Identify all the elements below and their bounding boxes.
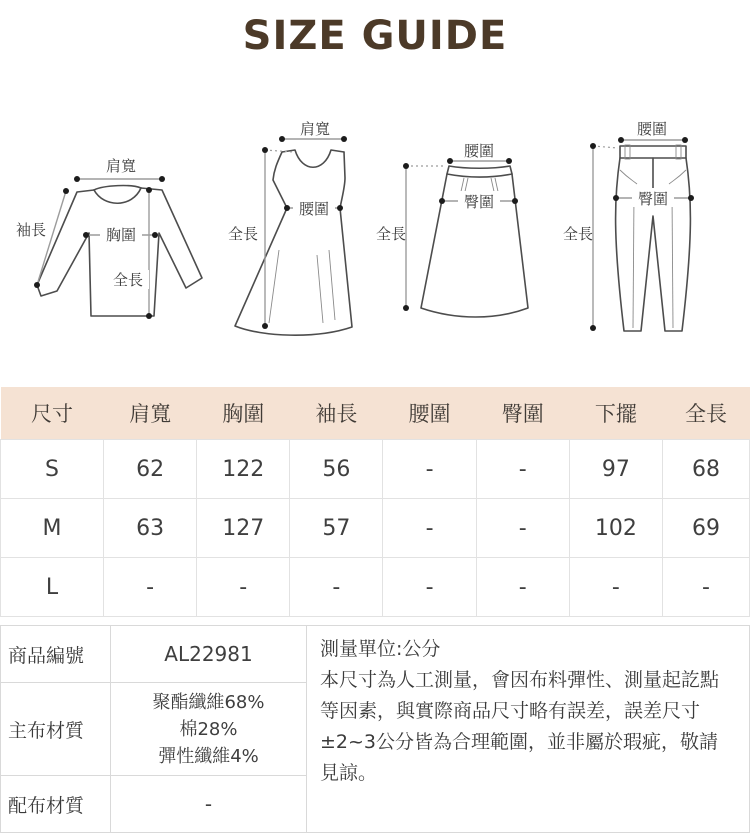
size-cell: - xyxy=(383,440,476,499)
shoulder-width-label: 肩寬 xyxy=(300,120,331,138)
total-length-label: 全長 xyxy=(562,225,593,243)
waist-label: 腰圍 xyxy=(463,142,494,160)
size-cell: M xyxy=(1,499,104,558)
size-cell: - xyxy=(663,558,750,617)
measurement-notes xyxy=(307,626,750,833)
shoulder-width-label: 肩寬 xyxy=(105,157,137,175)
size-cell: - xyxy=(569,558,662,617)
product-code-value: AL22981 xyxy=(111,626,307,683)
dress-diagram-icon xyxy=(217,118,372,350)
size-cell: - xyxy=(197,558,290,617)
size-cell: - xyxy=(476,499,569,558)
column-header-waist: 腰圍 xyxy=(383,387,476,440)
size-cell: - xyxy=(104,558,197,617)
sleeve-length-label: 袖長 xyxy=(15,221,47,239)
size-cell: - xyxy=(476,440,569,499)
column-header-sleeve: 袖長 xyxy=(290,387,383,440)
size-cell: 102 xyxy=(569,499,662,558)
product-code-row xyxy=(1,626,750,683)
lining-fabric-value: - xyxy=(111,776,307,833)
total-length-label: 全長 xyxy=(228,225,259,243)
measurement-disclaimer-text: 本尺寸為人工測量，會因布料彈性、測量起訖點等因素，與實際商品尺寸略有誤差，誤差尺寸±2~3公分皆為合理範圍，並非屬於瑕疵，敬請見諒。 xyxy=(320,668,720,784)
size-cell: 97 xyxy=(569,440,662,499)
hip-label: 臀圍 xyxy=(637,190,668,208)
fabric-line: 棉28% xyxy=(179,718,238,740)
column-header-size: 尺寸 xyxy=(1,387,104,440)
hip-label: 臀圍 xyxy=(463,193,494,211)
fabric-line: 聚酯纖維68% xyxy=(152,691,265,713)
size-table xyxy=(0,387,750,617)
column-header-hip: 臀圍 xyxy=(476,387,569,440)
size-cell: L xyxy=(1,558,104,617)
total-length-label: 全長 xyxy=(112,271,144,289)
table-row-size-l xyxy=(1,558,750,617)
size-cell: 122 xyxy=(197,440,290,499)
waist-label: 腰圍 xyxy=(299,200,330,218)
size-cell: - xyxy=(476,558,569,617)
main-fabric-label: 主布材質 xyxy=(1,683,111,776)
size-cell: - xyxy=(290,558,383,617)
measurement-unit-text: 測量單位:公分 xyxy=(320,638,441,660)
size-cell: 63 xyxy=(104,499,197,558)
size-cell: 69 xyxy=(663,499,750,558)
column-header-hem: 下擺 xyxy=(569,387,662,440)
total-length-label: 全長 xyxy=(375,225,406,243)
size-cell: 57 xyxy=(290,499,383,558)
top-diagram-icon xyxy=(14,118,214,350)
lining-fabric-label: 配布材質 xyxy=(1,776,111,833)
fabric-line: 彈性纖維4% xyxy=(158,745,259,767)
skirt-diagram-icon xyxy=(376,118,551,350)
main-fabric-value xyxy=(111,683,307,776)
size-table-header-row xyxy=(1,387,750,440)
size-cell: 62 xyxy=(104,440,197,499)
column-header-chest: 胸圍 xyxy=(197,387,290,440)
page-title: SIZE GUIDE xyxy=(242,13,508,59)
size-cell: - xyxy=(383,558,476,617)
column-header-shoulder: 肩寬 xyxy=(104,387,197,440)
table-row-size-m xyxy=(1,499,750,558)
product-code-label: 商品編號 xyxy=(1,626,111,683)
size-cell: 56 xyxy=(290,440,383,499)
size-cell: S xyxy=(1,440,104,499)
size-cell: - xyxy=(383,499,476,558)
chest-label: 胸圍 xyxy=(105,226,137,244)
pants-diagram-icon xyxy=(554,118,736,350)
waist-label: 腰圍 xyxy=(636,120,667,138)
size-cell: 68 xyxy=(663,440,750,499)
table-row-size-s xyxy=(1,440,750,499)
garment-diagrams xyxy=(0,118,750,350)
product-info-table xyxy=(0,625,750,833)
column-header-length: 全長 xyxy=(663,387,750,440)
size-cell: 127 xyxy=(197,499,290,558)
